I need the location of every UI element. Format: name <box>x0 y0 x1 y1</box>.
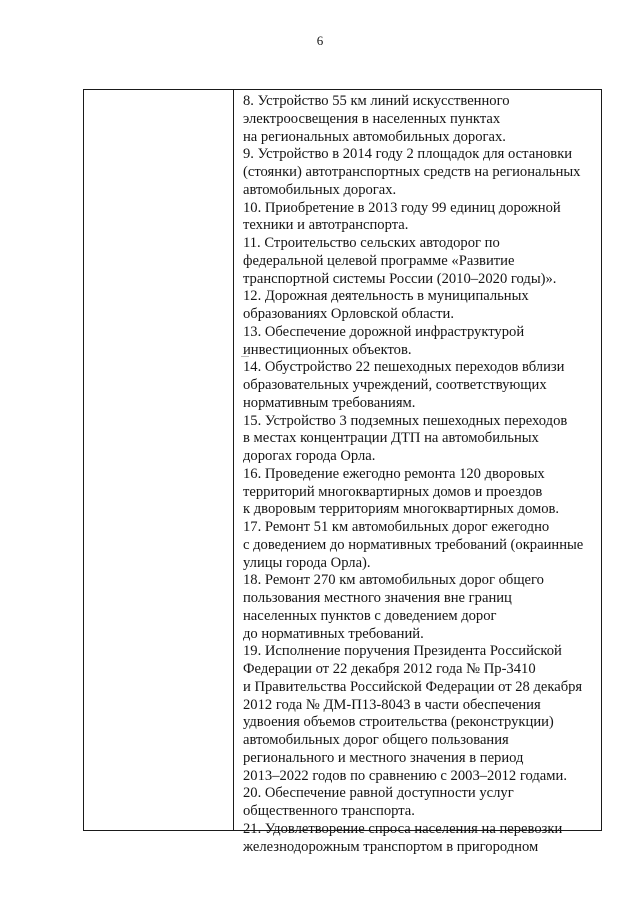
text-line: (стоянки) автотранспортных средств на региональных <box>243 164 581 180</box>
text-line: 13. Обеспечение дорожной инфраструктурой <box>243 323 525 340</box>
text-line: удвоения объемов строительства (реконструкции) <box>243 714 554 731</box>
text-line: улицы города Орла). <box>243 554 371 571</box>
text-line: техники и автотранспорта. <box>243 217 409 234</box>
text-line: образованиях Орловской области. <box>243 306 454 322</box>
text-line: 18. Ремонт 270 км автомобильных дорог общего <box>243 572 544 589</box>
text-line: 12. Дорожная деятельность в муниципальных <box>243 288 529 305</box>
text-line: на региональных автомобильных дорогах. <box>243 128 506 145</box>
text-line: Федерации от 22 декабря 2012 года № Пр-3410 <box>243 661 536 677</box>
text-line: 14. Обустройство 22 пешеходных переходов вблизи <box>243 359 565 376</box>
text-line: транспортной системы России (2010–2020 годы)». <box>243 270 557 287</box>
text-line: 10. Приобретение в 2013 году 99 единиц дорожной <box>243 199 561 216</box>
text-line: 19. Исполнение поручения Президента Российской <box>243 643 562 660</box>
text-line: инвестиционных объектов. <box>243 341 412 358</box>
text-line: федеральной целевой программе «Развитие <box>243 252 515 269</box>
text-line: 9. Устройство в 2014 году 2 площадок для остановки <box>243 146 573 163</box>
text-line: регионального и местного значения в период <box>243 749 524 766</box>
text-line: и Правительства Российской Федерации от 28 декабря <box>243 678 583 695</box>
text-line: 20. Обеспечение равной доступности услуг <box>243 785 514 802</box>
text-line: 17. Ремонт 51 км автомобильных дорог ежегодно <box>243 519 550 535</box>
text-line: электроосвещения в населенных пунктах <box>243 110 501 127</box>
text-line: территорий многоквартирных домов и проездов <box>243 483 543 500</box>
text-line: 15. Устройство 3 подземных пешеходных переходов <box>243 412 568 429</box>
text-line: до нормативных требований. <box>243 625 424 642</box>
text-line: 11. Строительство сельских автодорог по <box>243 235 500 251</box>
text-line: к дворовым территориям многоквартирных домов. <box>243 501 560 518</box>
text-line: пользования местного значения вне границ <box>243 590 512 606</box>
text-line: в местах концентрации ДТП на автомобильных <box>243 430 539 447</box>
text-line: с доведением до нормативных требований (окраинные <box>243 536 584 553</box>
text-line: 8. Устройство 55 км линий искусственного <box>243 93 510 109</box>
text-line: 21. Удовлетворение спроса населения на перевозки <box>243 820 563 837</box>
table-right-cell <box>234 90 601 855</box>
text-line: железнодорожным транспортом в пригородном <box>243 838 539 855</box>
table-left-cell <box>84 90 234 830</box>
text-line: автомобильных дорог общего пользования <box>243 732 509 748</box>
document-table <box>83 89 602 855</box>
text-line: нормативным требованиям. <box>243 394 416 411</box>
text-line: 2012 года № ДМ-П13-8043 в части обеспечения <box>243 696 541 713</box>
text-line: 2013–2022 годов по сравнению с 2003–2012 годами. <box>243 767 567 784</box>
text-line: образовательных учреждений, соответствующих <box>243 377 547 393</box>
text-line: населенных пунктов с доведением дорог <box>243 607 497 624</box>
text-line: дорогах города Орла. <box>243 448 376 464</box>
text-line: автомобильных дорогах. <box>243 181 397 198</box>
text-line: общественного транспорта. <box>243 803 415 819</box>
text-line: 16. Проведение ежегодно ремонта 120 дворовых <box>243 465 545 482</box>
page-number: 6 <box>316 33 324 48</box>
